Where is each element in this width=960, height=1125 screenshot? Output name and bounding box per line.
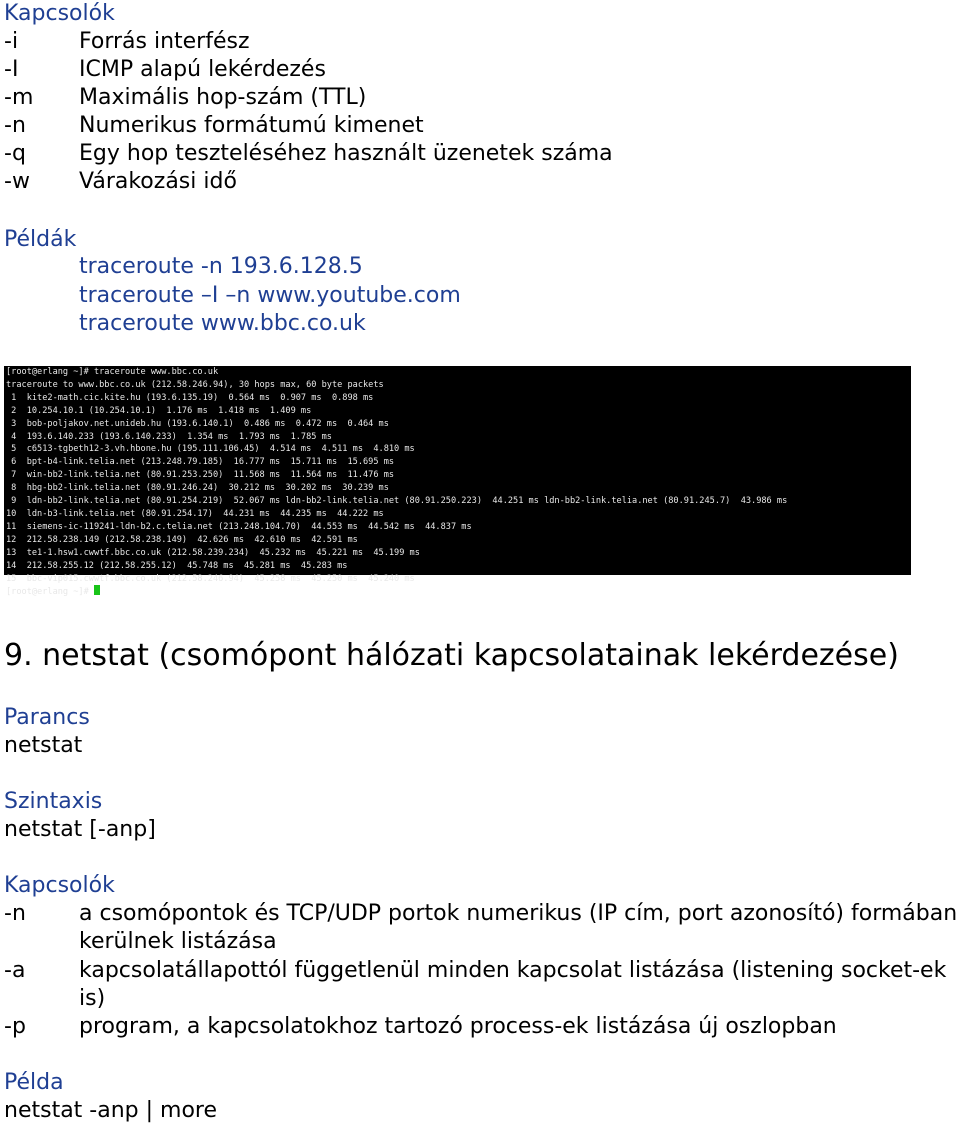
netstat-options-heading: Kapcsolók: [4, 873, 115, 898]
option-desc: Forrás interfész: [79, 29, 250, 54]
example-heading: Példa: [4, 1070, 64, 1095]
section-title: 9. netstat (csomópont hálózati kapcsolatainak lekérdezése): [4, 638, 899, 673]
option-key: -n: [4, 901, 26, 926]
syntax-heading: Szintaxis: [4, 789, 103, 814]
syntax-text: netstat [-anp]: [4, 817, 156, 842]
options-heading: Kapcsolók: [4, 1, 115, 26]
option-key: -p: [4, 1014, 26, 1039]
terminal-line: [root@erlang ~]# traceroute www.bbc.co.uk: [6, 367, 219, 377]
option-desc: a csomópontok és TCP/UDP portok numerikus (IP cím, port azonosító) formában kerülnek listázása: [79, 901, 958, 954]
terminal-line: 5 c6513-tgbeth12-3.vh.hbone.hu (195.111.106.45) 4.514 ms 4.511 ms 4.810 ms: [6, 444, 415, 455]
example-command: netstat -anp | more: [4, 1098, 218, 1123]
terminal-prompt-line[interactable]: [4, 585, 911, 599]
terminal-line: 15 bbc-vip015.cwwtf.bbc.co.uk (212.58.246.94) 45.258 ms 45.250 ms 45.240 ms: [6, 573, 415, 584]
option-desc: Numerikus formátumú kimenet: [79, 113, 424, 138]
command-heading: Parancs: [4, 705, 90, 730]
terminal-line: 1 kite2-math.cic.kite.hu (193.6.135.19) 0.564 ms 0.907 ms 0.898 ms: [6, 392, 374, 403]
option-desc: kapcsolatállapottól függetlenül minden kapcsolat listázása (listening socket-ek is): [79, 958, 947, 1011]
terminal-line: 13 te1-1.hsw1.cwwtf.bbc.co.uk (212.58.239.234) 45.232 ms 45.221 ms 45.199 ms: [6, 547, 420, 558]
command-name: netstat: [4, 733, 83, 758]
example-command: traceroute -n 193.6.128.5: [79, 254, 363, 279]
terminal-line: 14 212.58.255.12 (212.58.255.12) 45.748 ms 45.281 ms 45.283 ms: [6, 560, 348, 571]
terminal-cursor: [94, 585, 100, 595]
examples-heading: Példák: [4, 227, 77, 252]
option-desc: program, a kapcsolatokhoz tartozó process-ek listázása új oszlopban: [79, 1014, 837, 1039]
terminal-line: 10 ldn-b3-link.telia.net (80.91.254.17) 44.231 ms 44.235 ms 44.222 ms: [6, 508, 384, 519]
terminal-line: 6 bpt-b4-link.telia.net (213.248.79.185) 16.777 ms 15.711 ms 15.695 ms: [6, 457, 395, 468]
option-key: -I: [4, 57, 19, 82]
terminal-line: 4 193.6.140.233 (193.6.140.233) 1.354 ms 1.793 ms 1.785 ms: [6, 431, 332, 442]
option-key: -w: [4, 169, 30, 194]
terminal-line: traceroute to www.bbc.co.uk (212.58.246.94), 30 hops max, 60 byte packets: [6, 379, 384, 390]
terminal-line: 9 ldn-bb2-link.telia.net (80.91.254.219) 52.067 ms ldn-bb2-link.telia.net (80.91.250.223) 44.251 ms ldn-bb2-link.telia.net (80.91.245.7) 43.986 ms: [6, 496, 788, 507]
terminal-prompt: [root@erlang ~]#: [6, 587, 94, 598]
terminal-line: 8 hbg-bb2-link.telia.net (80.91.246.24) 30.212 ms 30.202 ms 30.239 ms: [6, 483, 389, 494]
terminal-screenshot: [4, 366, 911, 598]
option-key: -m: [4, 85, 34, 110]
option-key: -q: [4, 141, 26, 166]
option-key: -a: [4, 958, 26, 983]
example-command: traceroute www.bbc.co.uk: [79, 311, 366, 336]
option-desc: ICMP alapú lekérdezés: [79, 57, 326, 82]
option-desc: Maximális hop-szám (TTL): [79, 85, 367, 110]
option-desc: Egy hop teszteléséhez használt üzenetek száma: [79, 141, 613, 166]
example-command: traceroute –I –n www.youtube.com: [79, 283, 461, 308]
terminal-line: 3 bob-poljakov.net.unideb.hu (193.6.140.1) 0.486 ms 0.472 ms 0.464 ms: [6, 418, 389, 429]
terminal-line: 12 212.58.238.149 (212.58.238.149) 42.626 ms 42.610 ms 42.591 ms: [6, 534, 358, 545]
option-key: -i: [4, 29, 19, 54]
option-key: -n: [4, 113, 26, 138]
terminal-line: 11 siemens-ic-119241-ldn-b2.c.telia.net (213.248.104.70) 44.553 ms 44.542 ms 44.837 ms: [6, 521, 472, 532]
option-desc: Várakozási idő: [79, 169, 237, 194]
terminal-line: 7 win-bb2-link.telia.net (80.91.253.250) 11.568 ms 11.564 ms 11.476 ms: [6, 470, 395, 481]
terminal-line: 2 10.254.10.1 (10.254.10.1) 1.176 ms 1.418 ms 1.409 ms: [6, 405, 312, 416]
